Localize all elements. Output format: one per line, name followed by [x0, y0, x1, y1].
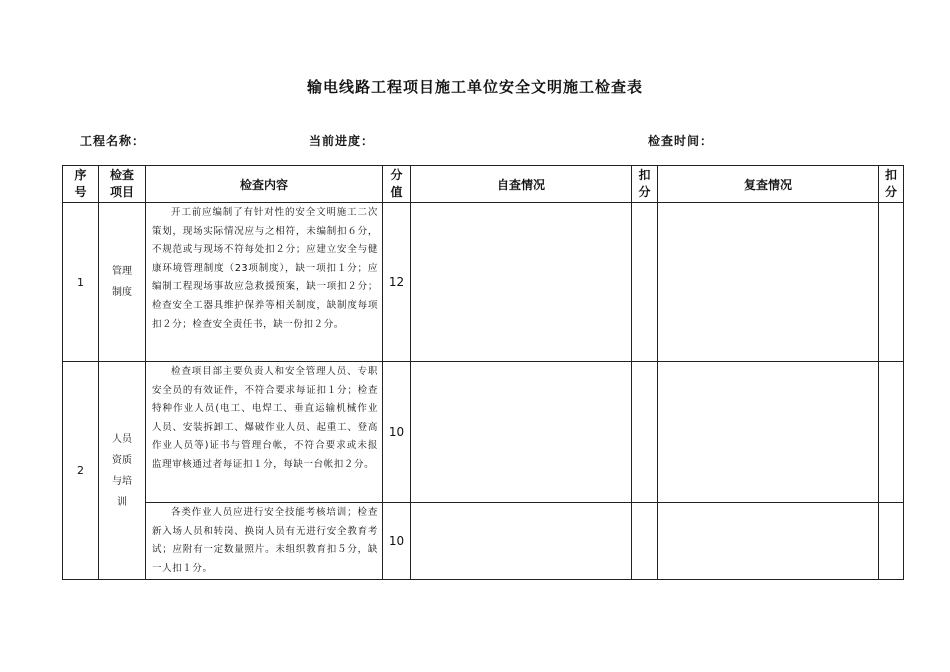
- row-item-line: 管理: [112, 266, 132, 277]
- header-deduct-recheck-line2: 分: [884, 185, 897, 199]
- header-score-line2: 值: [390, 185, 403, 199]
- row-seq: 2: [63, 362, 99, 580]
- row-item: [99, 362, 146, 580]
- self-check-cell[interactable]: [411, 362, 632, 503]
- self-check-cell[interactable]: [411, 203, 632, 362]
- table-row: [63, 203, 904, 362]
- header-item-line1: 检查: [109, 168, 134, 182]
- header-deduct-recheck: [879, 166, 904, 203]
- row-content: 开工前应编制了有针对性的安全文明施工二次策划，现场实际情况应与之相符，未编制扣６分，不规范或与现场不符每处扣２分；应建立安全与健康环境管理制度（23项制度），缺一项扣１分；应编制工程现场事故应急救援预案，缺一项扣２分；检查安全工器具维护保养等相关制度，缺制度每项扣２分；检查安全责任书，缺一份扣２分。: [146, 203, 383, 362]
- recheck-cell[interactable]: [658, 362, 879, 503]
- row-seq: 1: [63, 203, 99, 362]
- row-item-line: 资质: [112, 454, 132, 466]
- recheck-deduct-cell[interactable]: [879, 362, 904, 503]
- header-self-check: 自查情况: [411, 166, 632, 203]
- header-seq-line1: 序: [74, 168, 87, 182]
- header-seq-line2: 号: [74, 185, 87, 199]
- row-item: [99, 203, 146, 362]
- recheck-deduct-cell[interactable]: [879, 503, 904, 580]
- header-deduct-self: [632, 166, 658, 203]
- header-deduct-recheck-line1: 扣: [884, 168, 897, 182]
- row-content: 各类作业人员应进行安全技能考核培训；检查新入场人员和转岗、换岗人员有无进行安全教育考试；应附有一定数量照片。未组织教育扣５分，缺一人扣１分。: [146, 503, 383, 580]
- header-item: [99, 166, 146, 203]
- row-item-line: 人员: [112, 433, 132, 445]
- self-check-cell[interactable]: [411, 503, 632, 580]
- header-content: 检查内容: [146, 166, 383, 203]
- header-score: [383, 166, 411, 203]
- row-score: 12: [383, 203, 411, 362]
- project-name-label: 工程名称：: [80, 134, 146, 148]
- recheck-cell[interactable]: [658, 503, 879, 580]
- row-score: 10: [383, 362, 411, 503]
- header-item-line2: 项目: [109, 185, 134, 199]
- table-row: [63, 503, 904, 580]
- self-deduct-cell[interactable]: [632, 362, 658, 503]
- recheck-cell[interactable]: [658, 203, 879, 362]
- inspection-table: [62, 165, 904, 580]
- check-time-label: 检查时间：: [648, 134, 714, 148]
- page-title: 输电线路工程项目施工单位安全文明施工检查表: [306, 78, 643, 96]
- table-header-row: [63, 166, 904, 203]
- header-score-line1: 分: [390, 168, 403, 182]
- header-deduct-self-line1: 扣: [638, 168, 651, 182]
- header-recheck: 复查情况: [658, 166, 879, 203]
- recheck-deduct-cell[interactable]: [879, 203, 904, 362]
- row-score: 10: [383, 503, 411, 580]
- progress-label: 当前进度：: [309, 134, 375, 148]
- row-item-line: 与培: [112, 475, 132, 487]
- table-row: [63, 362, 904, 503]
- self-deduct-cell[interactable]: [632, 203, 658, 362]
- header-deduct-self-line2: 分: [638, 185, 651, 199]
- row-content: 检查项目部主要负责人和安全管理人员、专职安全员的有效证件，不符合要求每证扣１分；检查特种作业人员(电工、电焊工、垂直运输机械作业人员、安装拆卸工、爆破作业人员、起重工、登高作业人员等)证书与管理台帐，不符合要求或未报监理审核通过者每证扣１分，每缺一台帐扣２分。: [146, 362, 383, 503]
- header-seq: [63, 166, 99, 203]
- self-deduct-cell[interactable]: [632, 503, 658, 580]
- row-item-line: 制度: [112, 287, 132, 298]
- row-item-line: 训: [117, 496, 127, 508]
